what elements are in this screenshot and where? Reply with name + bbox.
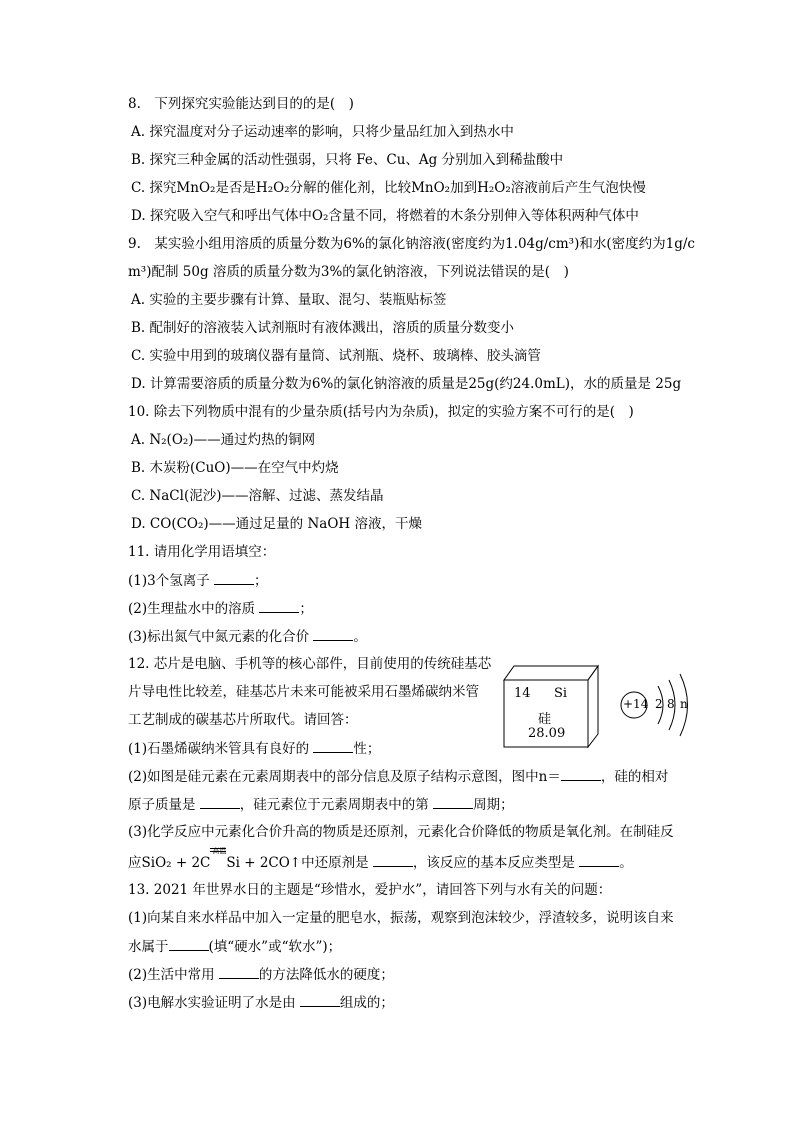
q8-option-a: A. 探究温度对分子运动速率的影响，只将少量品红加入到热水中 — [131, 124, 514, 140]
q11-item-2 — [128, 598, 313, 619]
q12-equation-right: Si + 2CO↑中还原剂是 — [226, 855, 373, 871]
q10-option-a: A. N₂(O₂)——通过灼热的铜网 — [131, 432, 316, 448]
q13-part1-line2 — [128, 936, 341, 957]
q12-equation-arrow — [210, 847, 227, 873]
q12-part2-text-b: ，硅的相对 — [600, 769, 669, 785]
q12-blank-reaction-type[interactable] — [579, 852, 619, 867]
silicon-element-cell — [500, 662, 600, 748]
q11-item-2-end: ； — [299, 601, 313, 617]
atom-shell-1: 2 — [655, 697, 663, 711]
q10-option-b: B. 木炭粉(CuO)——在空气中灼烧 — [131, 460, 339, 476]
q12-blank-mass[interactable] — [200, 794, 240, 809]
silicon-atom-structure — [618, 668, 698, 743]
q12-equation-left: 应SiO₂ + 2C — [128, 855, 211, 871]
atom-nucleus-charge: +14 — [623, 697, 649, 711]
q12-blank-property[interactable] — [313, 738, 353, 753]
q11-item-3-text: (3)标出氮气中氮元素的化合价 — [128, 629, 314, 645]
atom-shell-2: 8 — [667, 697, 675, 711]
q13-stem: 13. 2021 年世界水日的主题是“珍惜水，爱护水”，请回答下列与水有关的问题： — [128, 882, 612, 898]
q9-stem-line1: 9. 某实验小组用溶质的质量分数为6%的氯化钠溶液(密度约为1.04g/cm³)和水(密度约为1g/c — [128, 236, 695, 252]
q12-part3-line2 — [128, 847, 633, 873]
element-atomic-mass: 28.09 — [528, 726, 566, 741]
q13-part3 — [128, 992, 394, 1013]
q12-part2-line1 — [128, 766, 668, 787]
q8-option-c: C. 探究MnO₂是否是H₂O₂分解的催化剂，比较MnO₂加到H₂O₂溶液前后产生气泡快慢 — [131, 180, 646, 196]
q11-blank-2[interactable] — [259, 598, 299, 613]
q12-part3-line1: (3)化学反应中元素化合价升高的物质是还原剂，元素化合价降低的物质是氧化剂。在制硅反 — [128, 824, 674, 840]
q12-part2-text-a: (2)如图是硅元素在元素周期表中的部分信息及原子结构示意图，图中n＝ — [128, 769, 561, 785]
q11-item-3 — [128, 626, 367, 647]
q12-part1 — [128, 738, 380, 759]
q8-stem: 8. 下列探究实验能达到目的的是( ) — [128, 96, 354, 112]
q12-line2: 片导电性比较差，硅基芯片未来可能被采用石墨烯碳纳米管 — [128, 684, 479, 700]
q12-blank-n[interactable] — [561, 766, 601, 781]
q9-stem-line2: m³)配制 50g 溶质的质量分数为3%的氯化钠溶液，下列说法错误的是( ) — [128, 264, 569, 280]
q12-part1-text: (1)石墨烯碳纳米管具有良好的 — [128, 741, 314, 757]
q13-blank-composition[interactable] — [300, 992, 340, 1007]
q9-option-c: C. 实验中用到的玻璃仪器有量筒、试剂瓶、烧杯、玻璃棒、胶头滴管 — [131, 348, 541, 364]
q11-item-1-end: ； — [254, 573, 268, 589]
q13-part3-text-a: (3)电解水实验证明了水是由 — [128, 995, 300, 1011]
q13-part2-text-a: (2)生活中常用 — [128, 967, 219, 983]
q11-stem: 11. 请用化学用语填空： — [128, 544, 276, 560]
q11-item-2-text: (2)生理盐水中的溶质 — [128, 601, 260, 617]
q9-option-d: D. 计算需要溶质的质量分数为6%的氯化钠溶液的质量是25g(约24.0mL)，水的质量是 25g — [131, 376, 682, 392]
q13-part2 — [128, 964, 394, 985]
q12-reaction-condition: 高温 — [212, 847, 227, 855]
q12-line1: 12. 芯片是电脑、手机等的核心部件，目前使用的传统硅基芯 — [128, 656, 492, 672]
q13-part3-text-b: 组成的； — [339, 995, 394, 1011]
element-symbol: Si — [554, 686, 568, 701]
q10-option-d: D. CO(CO₂)——通过足量的 NaOH 溶液，干燥 — [131, 516, 422, 532]
q13-blank-method[interactable] — [219, 964, 259, 979]
q13-part1-text-b: 水属于 — [128, 939, 169, 955]
q9-option-a: A. 实验的主要步骤有计算、量取、混匀、装瓶贴标签 — [131, 292, 447, 308]
q8-option-d: D. 探究吸入空气和呼出气体中O₂含量不同，将燃着的木条分别伸入等体积两种气体中 — [131, 208, 639, 224]
element-atomic-number: 14 — [514, 686, 531, 701]
q12-part1-end: 性； — [353, 741, 381, 757]
q12-part2-text-c: 原子质量是 — [128, 797, 200, 813]
q12-part3-end: 。 — [619, 855, 633, 871]
q12-blank-reductant[interactable] — [373, 852, 413, 867]
q12-part3-text-d: ，该反应的基本反应类型是 — [412, 855, 580, 871]
q13-part1-line1: (1)向某自来水样品中加入一定量的肥皂水，振荡，观察到泡沫较少，浮渣较多，说明该自来 — [128, 910, 674, 926]
q12-part2-text-e: 周期； — [473, 797, 514, 813]
q8-option-b: B. 探究三种金属的活动性强弱，只将 Fe、Cu、Ag 分别加入到稀盐酸中 — [131, 152, 564, 168]
element-name: 硅 — [538, 712, 552, 727]
q13-blank-hardness[interactable] — [169, 936, 209, 951]
q11-blank-3[interactable] — [313, 626, 353, 641]
q13-part1-text-c: (填“硬水”或“软水”)； — [208, 939, 342, 955]
q12-line3: 工艺制成的碳基芯片所取代。请回答： — [128, 712, 358, 728]
q13-part2-text-b: 的方法降低水的硬度； — [258, 967, 394, 983]
atom-shell-3: n — [680, 697, 688, 711]
q12-part2-line2 — [128, 794, 514, 815]
q12-blank-period[interactable] — [433, 794, 473, 809]
q9-option-b: B. 配制好的溶液装入试剂瓶时有液体溅出，溶质的质量分数变小 — [131, 320, 515, 336]
q11-item-1 — [128, 570, 268, 591]
q11-item-3-end: 。 — [353, 629, 367, 645]
q11-blank-1[interactable] — [214, 570, 254, 585]
q11-item-1-text: (1)3个氢离子 — [128, 573, 215, 589]
q12-part2-text-d: ，硅元素位于元素周期表中的第 — [239, 797, 434, 813]
q10-stem: 10. 除去下列物质中混有的少量杂质(括号内为杂质)，拟定的实验方案不可行的是( ) — [128, 404, 634, 420]
q10-option-c: C. NaCl(泥沙)——溶解、过滤、蒸发结晶 — [131, 488, 384, 504]
